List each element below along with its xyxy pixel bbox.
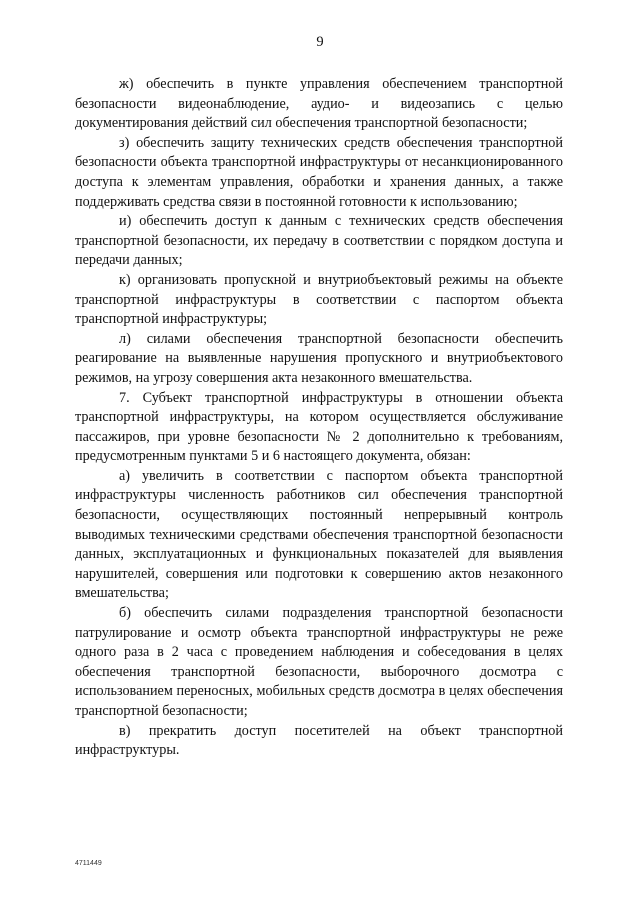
document-body	[75, 75, 563, 761]
paragraph-zh: ж) обеспечить в пункте управления обеспечением транспортной безопасности видеонаблюдение, аудио- и видеозапись с целью документирования действий сил обеспечения транспортной безопасности;	[75, 76, 563, 132]
paragraph-l: л) силами обеспечения транспортной безопасности обеспечить реагирование на выявленные нарушения пропускного и внутриобъектового режимов, на угрозу совершения акта незаконного вмешательства.	[75, 330, 563, 386]
page-number: 9	[316, 34, 324, 50]
paragraph-7: 7. Субъект транспортной инфраструктуры в отношении объекта транспортной инфраструктуры, на котором осуществляется обслуживание пассажиров, при уровне безопасности № 2 дополнительно к требованиям, предусмотренным пунктами 5 и 6 настоящего документа, обязан:	[75, 389, 563, 465]
paragraph-z: з) обеспечить защиту технических средств обеспечения транспортной безопасности объекта транспортной инфраструктуры от несанкционированного доступа к элементам управления, обработки и хранения данных, а также поддерживать средства связи в постоянной готовности к использованию;	[75, 134, 563, 210]
paragraph-v: в) прекратить доступ посетителей на объект транспортной инфраструктуры.	[75, 722, 563, 759]
document-code: 4711449	[75, 860, 102, 867]
paragraph-a: а) увеличить в соответствии с паспортом объекта транспортной инфраструктуры численность работников сил обеспечения транспортной безопасности, осуществляющих постоянный непрерывный контроль выводимых техническими средствами обеспечения транспортной безопасности данных, эксплуатационных и функциональных показателей для выявления нарушителей, совершения или подготовки к совершению актов незаконного вмешательства;	[75, 467, 563, 602]
paragraph-b: б) обеспечить силами подразделения транспортной безопасности патрулирование и осмотр объекта транспортной инфраструктуры не реже одного раза в 2 часа с проведением наблюдения и собеседования в целях обеспечения транспортной безопасности, выборочного досмотра с использованием переносных, мобильных средств досмотра в целях обеспечения транспортной безопасности;	[75, 605, 563, 719]
paragraph-k: к) организовать пропускной и внутриобъектовый режимы на объекте транспортной инфраструктуры в соответствии с паспортом объекта транспортной инфраструктуры;	[75, 271, 563, 328]
paragraph-i: и) обеспечить доступ к данным с технических средств обеспечения транспортной безопасности, их передачу в соответствии с порядком доступа и передачи данных;	[75, 213, 563, 269]
